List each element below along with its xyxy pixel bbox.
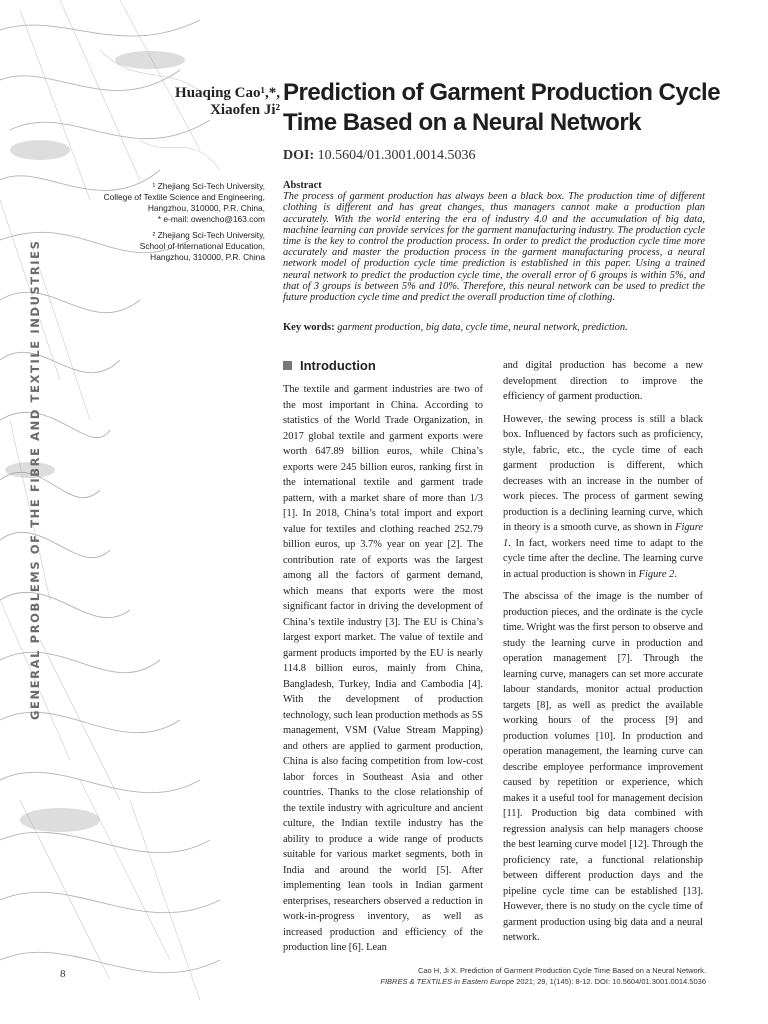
figure-2-reference[interactable]: Figure 2 — [638, 568, 675, 580]
journal-name: FIBRES & TEXTILES in Eastern Europe — [380, 976, 515, 986]
page-number: 8 — [60, 968, 66, 980]
section-label-vertical: GENERAL PROBLEMS OF THE FIBRE AND TEXTILE INDUSTRIES — [28, 239, 42, 720]
keywords-label: Key words: — [283, 322, 335, 333]
abstract — [283, 180, 705, 303]
author-2: Xiaofen Ji² — [210, 102, 280, 118]
affiliation-2 — [35, 230, 265, 263]
text-run: . — [674, 568, 677, 580]
doi-label: DOI: — [283, 148, 315, 163]
paragraph: The abscissa of the image is the number of production pieces, and the ordinate is the cycle time. Wright was the first person to observe and study the learning curve in production and operation management [7]. Through the learning curve, managers can set more accurate labour standards, monitor actual production targets [8], as well as predict the available working hours of the process [9] and production volumes [10]. In production and operation management, the learning curve can describe employee performance improvement caused by repetition or experience, which makes it a useful tool for management decision [11]. Production big data combined with regression analysis can help managers choose the best learning curve model [12]. Through the proficiency rate, a functional relationship between different production days and the pipeline cycle time can be established [13]. However, there is no study on the cycle time of garment production using big data and a neural network. — [503, 591, 703, 943]
square-bullet-icon — [283, 361, 292, 370]
affiliation-line: ¹ Zhejiang Sci-Tech University, — [152, 181, 265, 191]
affiliation-line: School of International Education, — [139, 241, 265, 251]
citation-details: 2021; 29, 1(145): 8-12. DOI: 10.5604/01.3001.0014.5036 — [514, 976, 706, 986]
paper-title: Prediction of Garment Production Cycle Time Based on a Neural Network — [283, 79, 721, 136]
authors — [175, 85, 280, 119]
figure-1-reference[interactable]: Figure 1 — [503, 522, 703, 549]
footer-line-1: Cao H, Ji X. Prediction of Garment Production Cycle Time Based on a Neural Network. — [417, 966, 706, 975]
section-heading — [283, 358, 376, 373]
keywords-text: garment production, big data, cycle time, neural network, prediction. — [337, 322, 628, 333]
footer-line-2 — [380, 977, 706, 988]
body-column-right — [503, 358, 703, 953]
doi-value: 10.5604/01.3001.0014.5036 — [317, 148, 476, 163]
affiliation-1 — [35, 181, 265, 225]
affiliation-line: Hangzhou, 310000, P.R. China, — [147, 203, 265, 213]
email-line: * e-mail: owencho@163.com — [157, 214, 265, 224]
doi — [283, 148, 476, 164]
keywords — [283, 322, 713, 333]
paragraph: and digital production has become a new development direction to improve the efficiency of garment production. — [503, 360, 703, 402]
text-run: However, the sewing process is still a black box. Influenced by factors such as proficiency, style, fabric, etc., the cycle time of each garment production is different, which decreases with an increase in the number of work pieces. The process of garment sewing production is a declining learning curve, which in theory is a smooth curve, as shown in — [503, 413, 703, 533]
paragraph — [503, 412, 703, 583]
abstract-heading: Abstract — [283, 180, 322, 191]
affiliation-line: ² Zhejiang Sci-Tech University, — [152, 230, 265, 240]
body-column-left — [283, 382, 483, 963]
text-run: . In fact, workers need time to adapt to the cycle time after the decline. The learning curve in actual production is shown in — [503, 537, 703, 580]
footer-citation — [380, 966, 706, 987]
paragraph: The textile and garment industries are two of the most important in China. According to statistics of the World Trade Organization, in 2017 global textile and garment exports were worth 647.89 billion euros, while China’s exports were 245 billion euros, ranking first in the international textile and garment trade pattern, with a market share of more than 1/3 [1]. In 2018, China’s total import and export value for textiles and clothing reached 252.79 billion euros, up 3.7% year on year [2]. The contribution rate of exports was the largest among all the factors of garment demand, which means that exports were the most significant factor in driving the development of China’s textile industry [3]. The EU is China’s largest export market. The value of textile and garment products imported by the EU is nearly 114.8 billion euros, mainly from China, Bangladesh, Turkey, India and Cambodia [4]. With the development of production technology, such lean production methods as 5S management, VSM (Value Stream Mapping) and others are applied to garment production, China is also facing competition from low-cost labor forces in Southeast Asia and other countries. Thanks to the close relationship of the textile industry with agriculture and ancient culture, the Indian textile industry has the ability to produce a wide range of products suitable for various market segments, both in India and around the world [5]. After implementing lean tools in Indian garment enterprises, researchers observed a reduction in work-in-progress inventory, as well as increased production and efficiency of the production line [6]. Lean — [283, 384, 483, 953]
affiliation-line: Hangzhou, 310000, P.R. China — [150, 252, 265, 262]
author-1: Huaqing Cao¹,*, — [175, 85, 280, 101]
affiliation-line: College of Textile Science and Engineering, — [103, 192, 265, 202]
section-title: Introduction — [300, 358, 376, 373]
abstract-text: The process of garment production has always been a black box. The production time of different clothing is different and has great changes, thus managers cannot make a production plan accurately. With the world entering the era of industry 4.0 and the accumulation of big data, machine learning can provide services for the garment manufacturing industry. The production cycle time is the key to control the production process. In order to predict the production cycle time more accurately and master the production process in the garment manufacturing process, a neural network model of production cycle time prediction is established in this paper. Using a trained neural network to predict the production cycle time, the overall error of 6 groups is within 5%, and that of 3 groups is between 5% and 10%. Therefore, this neural network can be used to predict the future production cycle time and predict the overall production time of clothing. — [283, 191, 705, 304]
